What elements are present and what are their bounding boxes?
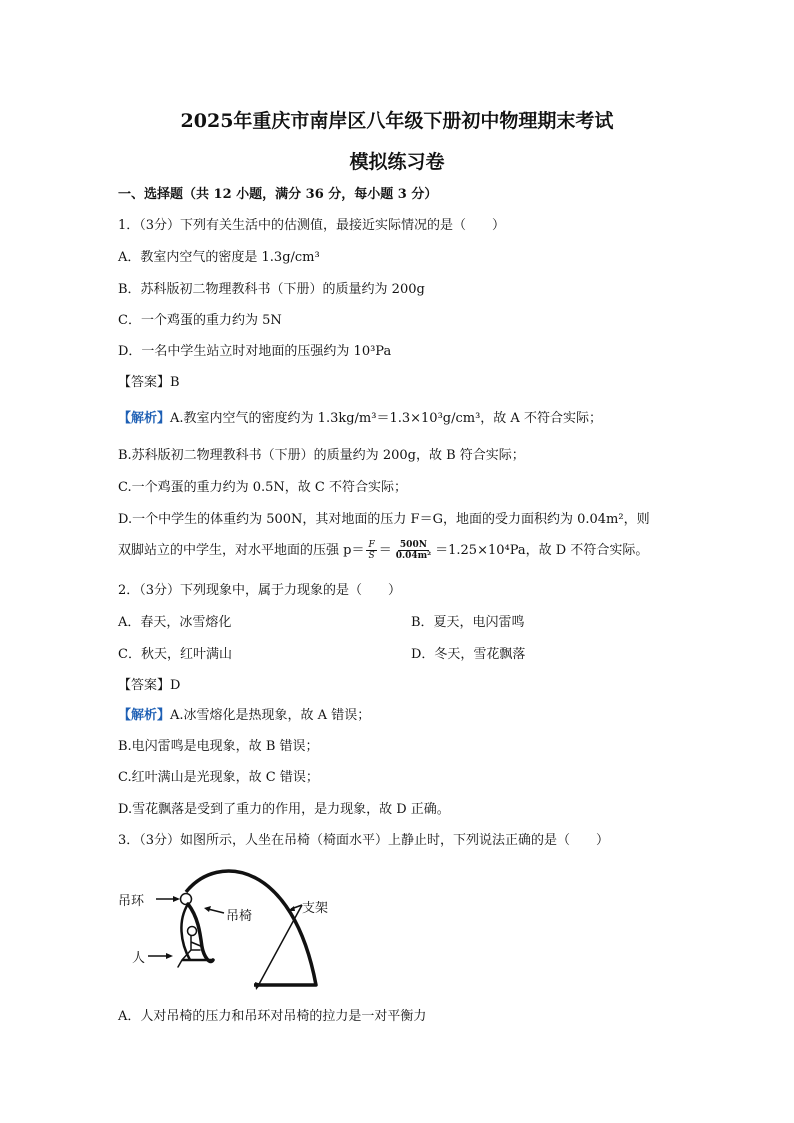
answer-value: D [170, 678, 181, 693]
question-2-analysis-d: D.雪花飘落是受到了重力的作用，是力现象，故 D 正确。 [118, 802, 450, 817]
analysis-tag: 【解析】 [118, 708, 171, 723]
fraction-denominator: 0.04m² [395, 551, 432, 561]
analysis-text: A.教室内空气的密度约为 1.3kg/m³＝1.3×10³g/cm³，故 A 不符合实际； [170, 411, 602, 426]
question-2-analysis-b: B.电闪雷鸣是电现象，故 B 错误； [118, 739, 319, 754]
fraction-values [394, 540, 433, 561]
answer-tag: 【答案】 [118, 375, 171, 390]
question-3-stem: 3．（3分）如图所示，人坐在吊椅（椅面水平）上静止时，下列说法正确的是（ ） [118, 833, 610, 848]
label-chair: 吊椅 [226, 909, 253, 924]
question-1-option-c: C．一个鸡蛋的重力约为 5N [118, 313, 282, 328]
question-1-option-b: B．苏科版初二物理教科书（下册）的质量约为 200g [118, 282, 425, 297]
chair-pointer-head [204, 906, 211, 912]
label-ring: 吊环 [118, 894, 145, 909]
formula-suffix: ＝1.25×10⁴Pa，故 D 不符合实际。 [435, 543, 649, 558]
person-pointer-head [166, 953, 173, 959]
question-1-answer [118, 374, 180, 392]
stand-pointer-lower [258, 905, 302, 986]
question-3-option-a: A．人对吊椅的压力和吊环对吊椅的拉力是一对平衡力 [118, 1009, 427, 1024]
question-1-stem: 1．（3分）下列有关生活中的估测值，最接近实际情况的是（ ） [118, 218, 506, 233]
ring-pointer-head [173, 896, 180, 902]
question-2-answer [118, 677, 180, 695]
label-person: 人 [132, 951, 146, 966]
formula-equals: ＝ [378, 543, 392, 558]
fraction-f-over-s [366, 540, 376, 561]
answer-tag: 【答案】 [118, 678, 171, 693]
document-subtitle: 模拟练习卷 [349, 151, 445, 173]
question-2-option-c: C．秋天，红叶满山 [118, 647, 232, 662]
question-2-option-d: D．冬天，雪花飘落 [411, 647, 526, 662]
hanging-chair-figure [118, 862, 353, 997]
fraction-denominator: S [368, 551, 375, 561]
question-2-option-b: B．夏天，电闪雷鸣 [411, 615, 525, 630]
person-head [188, 927, 197, 936]
question-1-option-a: A．教室内空气的密度是 1.3g/cm³ [118, 250, 320, 265]
question-1-analysis-a [118, 410, 602, 428]
chair-pointer [208, 909, 224, 913]
question-1-analysis-c: C.一个鸡蛋的重力约为 0.5N，故 C 不符合实际； [118, 480, 408, 495]
fraction-numerator: F [368, 540, 375, 550]
answer-value: B [170, 375, 180, 390]
question-2-analysis-a [118, 707, 370, 725]
ring-circle [181, 894, 192, 905]
label-stand: 支架 [302, 901, 329, 916]
stand-arc [186, 871, 316, 985]
question-1-analysis-b: B.苏科版初二物理教科书（下册）的质量约为 200g，故 B 符合实际； [118, 448, 525, 463]
question-1-formula [118, 540, 648, 562]
section-heading: 一、选择题（共 12 小题，满分 36 分，每小题 3 分） [118, 187, 438, 202]
hanging-chair-diagram [118, 862, 353, 997]
document-title: 2025年重庆市南岸区八年级下册初中物理期末考试 [180, 110, 614, 132]
analysis-text: A.冰雪熔化是热现象，故 A 错误； [170, 708, 371, 723]
question-1-option-d: D．一名中学生站立时对地面的压强约为 10³Pa [118, 344, 392, 359]
analysis-tag: 【解析】 [118, 411, 171, 426]
question-2-stem: 2．（3分）下列现象中，属于力现象的是（ ） [118, 583, 402, 598]
question-2-analysis-c: C.红叶满山是光现象，故 C 错误； [118, 770, 319, 785]
fraction-numerator: 500N [399, 540, 427, 550]
formula-prefix: 双脚站立的中学生，对水平地面的压强 p＝ [118, 543, 365, 558]
question-2-option-a: A．春天，冰雪熔化 [118, 615, 232, 630]
question-1-analysis-d: D.一个中学生的体重约为 500N，其对地面的压力 F＝G，地面的受力面积约为 0.04m²，则 [118, 512, 650, 527]
